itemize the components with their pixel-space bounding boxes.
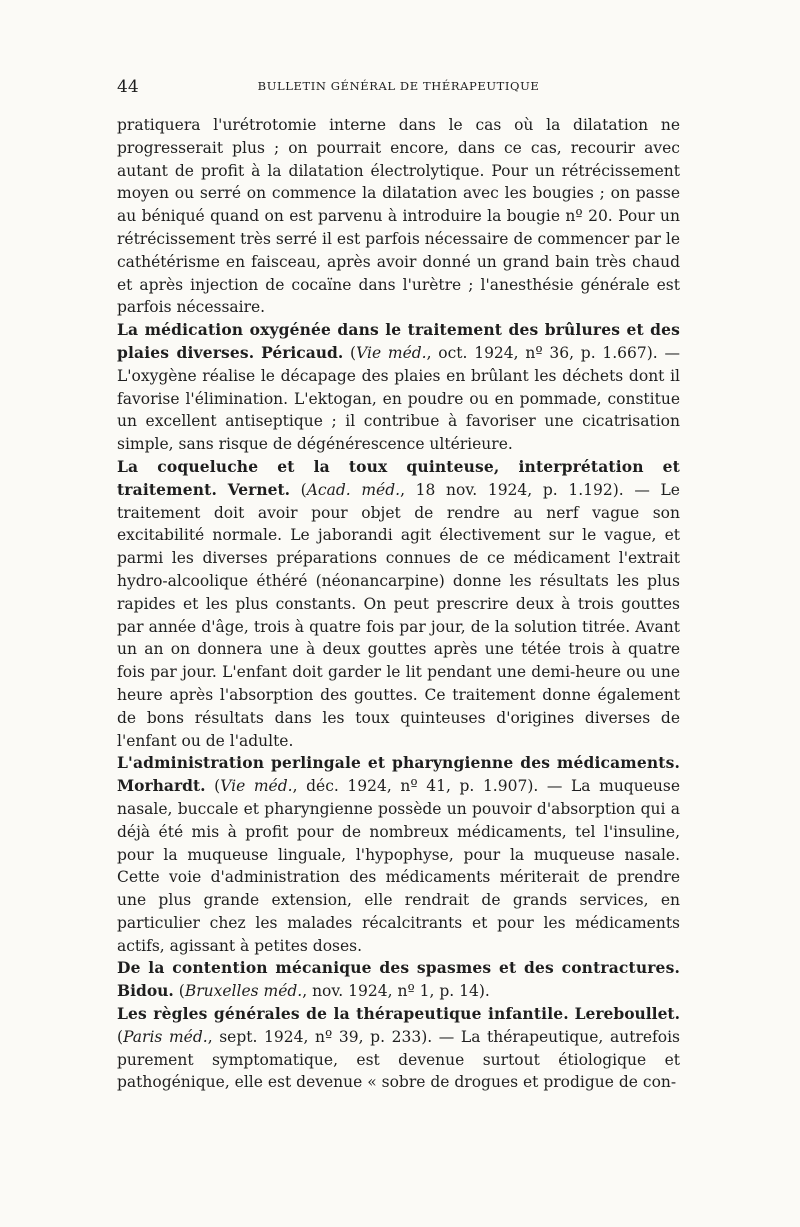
entry-oxygen: La médication oxygénée dans le traitement des brûlures et des plaies diverses. Péricaud. (Vie méd., oct. 1924, nº 36, p. 1.667). — L'oxygène réalise le décapage des plaies en brûlant les déchets dont il favorise l'élimination. L'ektogan, en poudre ou en pommade, constitue un excellent antiseptique ; il contribue à favoriser une cicatrisation simple, sans risque de dégénérescence ultérieure. xyxy=(117,320,680,454)
entry-body: — La thérapeutique, autrefois purement symptomatique, est devenue surtout étiologique et pathogénique, elle est devenue « sobre de drogues et prodigue de con- xyxy=(117,1027,680,1092)
entry-regles: Les règles générales de la thérapeutique infantile. Lereboullet. (Paris méd., sept. 1924, nº 39, p. 233). — La thérapeutique, autrefois purement symptomatique, est devenue surtout étiologique et pathogénique, elle est devenue « sobre de drogues et prodigue de con- xyxy=(117,1004,680,1092)
running-title: BULLETIN GÉNÉRAL DE THÉRAPEUTIQUE xyxy=(257,79,540,93)
entry-journal: Acad. méd. xyxy=(306,480,401,499)
entry-body: — L'oxygène réalise le décapage des plaies en brûlant les déchets dont il favorise l'élimination. L'ektogan, en poudre ou en pommade, constitue un excellent antiseptique ; il contribue à favoriser une cicatrisation simple, sans risque de dégénérescence ultérieure. xyxy=(117,343,680,454)
page-header xyxy=(117,77,680,99)
entry-source-details: , oct. 1924, nº 36, p. 1.667). xyxy=(426,343,658,362)
page-number: 44 xyxy=(117,77,139,97)
entry-body: — La muqueuse nasale, buccale et pharyngienne possède un pouvoir d'absorption qui a déjà été mis à profit pour de nombreux médicaments, tel l'insuline, pour la muqueuse linguale, l'hypophyse, pour la muqueuse nasale. Cette voie d'administration des médicaments mériterait de prendre une plus grande extension, elle rendrait de grands services, en particulier chez les malades récalcitrants et pour les médicaments actifs, agissant à petites doses. xyxy=(117,777,680,955)
entry-journal: Vie méd. xyxy=(220,777,293,796)
entry-source-details: , sept. 1924, nº 39, p. 233). xyxy=(207,1027,433,1046)
entry-journal: Bruxelles méd. xyxy=(184,982,303,1001)
entry-perlingale: L'administration perlingale et pharyngienne des médicaments. Morhardt. (Vie méd., déc. 1924, nº 41, p. 1.907). — La muqueuse nasale, buccale et pharyngienne possède un pouvoir d'absorption qui a déjà été mis à profit pour de nombreux médicaments, tel l'insuline, pour la muqueuse linguale, l'hypophyse, pour la muqueuse nasale. Cette voie d'administration des médicaments mériterait de prendre une plus grande extension, elle rendrait de grands services, en particulier chez les malades récalcitrants et pour les médicaments actifs, agissant à petites doses. xyxy=(117,753,680,955)
entry-author: Lereboullet. xyxy=(574,1004,680,1024)
intro-paragraph: pratiquera l'urétrotomie interne dans le cas où la dilatation ne progresserait plus ; on pourrait encore, dans ce cas, recourir avec autant de profit à la dilatation électrolytique. Pour un rétrécissement moyen ou serré on commence la dilatation avec les bougies ; on passe au béniqué quand on est parvenu à introduire la bougie nº 20. Pour un rétrécissement très serré il est parfois nécessaire de commencer par le cathétérisme en faisceau, après avoir donné un grand bain très chaud et après injection de cocaïne dans l'urètre ; l'anesthésie générale est parfois nécessaire. xyxy=(117,116,680,317)
page-body xyxy=(117,114,680,1094)
entry-title: L'administration perlingale et pharyngienne des médicaments. xyxy=(117,753,680,773)
entry-author: Vernet. xyxy=(227,479,291,499)
entry-title: La coqueluche et la toux quinteuse, interprétation et traitement. xyxy=(117,456,680,499)
entry-contention: De la contention mécanique des spasmes et des contractures. Bidou. (Bruxelles méd., nov. 1924, nº 1, p. 14). xyxy=(117,958,680,1001)
entry-author: Péricaud. xyxy=(261,342,344,362)
entry-body: — Le traitement doit avoir pour objet de rendre au nerf vague son excitabilité normale. Le jaborandi agit électivement sur le vague, et parmi les diverses préparations connues de ce médicament l'extrait hydro-alcoolique éthéré (néonancarpine) donne les résultats les plus rapides et les plus constants. On peut prescrire deux à trois gouttes par année d'âge, trois à quatre fois par jour, de la solution titrée. Avant un an on donnera une à deux gouttes après une tétée trois à quatre fois par jour. L'enfant doit garder le lit pendant une demi-heure ou une heure après l'absorption des gouttes. Ce traitement donne également de bons résultats dans les toux quinteuses d'origines diverses de l'enfant ou de l'adulte. xyxy=(117,480,680,750)
entry-title: Les règles générales de la thérapeutique infantile. xyxy=(117,1004,569,1024)
entry-title: De la contention mécanique des spasmes et des contractures. xyxy=(117,958,680,978)
entry-journal: Vie méd. xyxy=(356,343,427,362)
entry-title: La médication oxygénée dans le traitement des brûlures et des plaies diverses. xyxy=(117,320,680,362)
entry-source-details: , nov. 1924, nº 1, p. 14). xyxy=(302,982,490,1001)
entry-author: Bidou. xyxy=(117,981,174,1001)
entry-source-details: , déc. 1924, nº 41, p. 1.907). xyxy=(292,777,539,796)
entry-author: Morhardt. xyxy=(117,776,206,796)
entry-coqueluche: La coqueluche et la toux quinteuse, interprétation et traitement. Vernet. (Acad. méd., 18 nov. 1924, p. 1.192). — Le traitement doit avoir pour objet de rendre au nerf vague son excitabilité normale. Le jaborandi agit électivement sur le vague, et parmi les diverses préparations connues de ce médicament l'extrait hydro-alcoolique éthéré (néonancarpine) donne les résultats les plus rapides et les plus constants. On peut prescrire deux à trois gouttes par année d'âge, trois à quatre fois par jour, de la solution titrée. Avant un an on donnera une à deux gouttes après une tétée trois à quatre fois par jour. L'enfant doit garder le lit pendant une demi-heure ou une heure après l'absorption des gouttes. Ce traitement donne également de bons résultats dans les toux quinteuses d'origines diverses de l'enfant ou de l'adulte. xyxy=(117,456,680,750)
entry-source-details: , 18 nov. 1924, p. 1.192). xyxy=(400,480,624,499)
entry-journal: Paris méd. xyxy=(123,1027,208,1046)
